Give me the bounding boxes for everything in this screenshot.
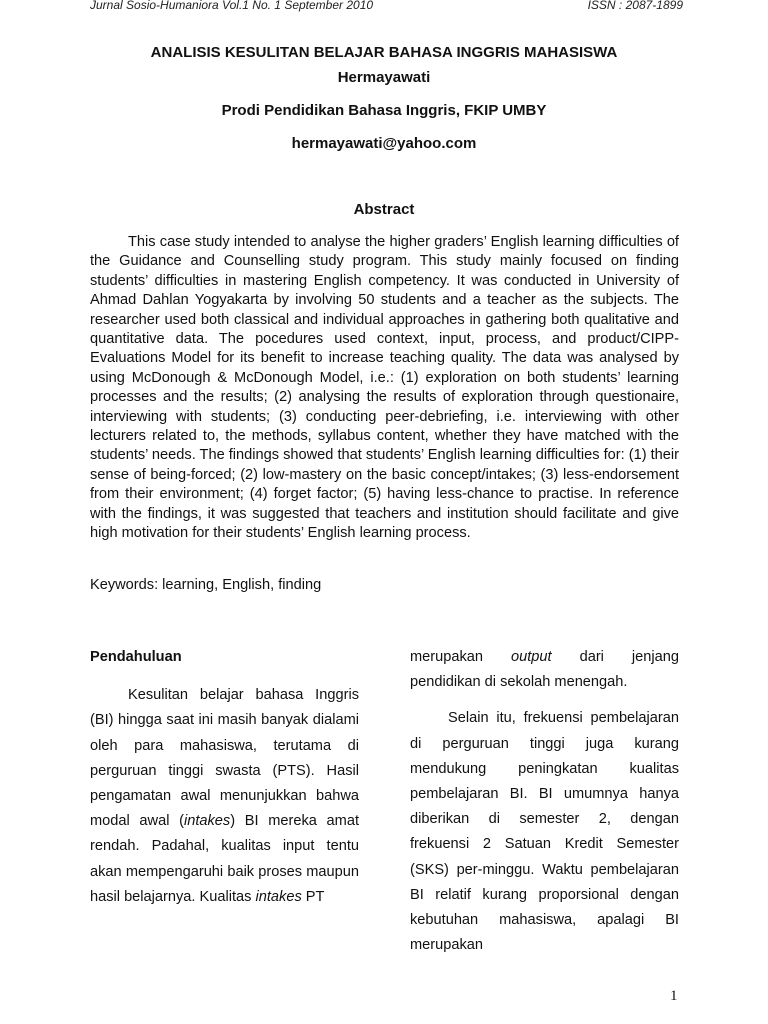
keywords: Keywords: learning, English, finding [90,577,322,593]
left-column [90,645,359,910]
author-email: hermayawati@yahoo.com [291,135,477,152]
paper-title: ANALISIS KESULITAN BELAJAR BAHASA INGGRIS MAHASISWA [150,44,618,61]
page-number: 1 [670,988,678,1004]
issn-header: ISSN : 2087-1899 [587,0,683,12]
author-affiliation: Prodi Pendidikan Bahasa Inggris, FKIP UMBY [221,102,547,119]
right-column [410,645,679,958]
intro-paragraph: Kesulitan belajar bahasa Inggris (BI) hingga saat ini masih banyak dialami oleh para mahasiswa, terutama di perguruan tinggi swasta (PTS). Hasil pengamatan awal menunjukkan bahwa modal awal (intakes) BI mereka amat rendah. Padahal, kualitas input tentu akan mempengaruhi baik proses maupun hasil belajarnya. Kualitas intakes PT [90,687,359,905]
abstract-text: This case study intended to analyse the higher graders’ English learning difficulties of the Guidance and Counselling study program. This study mainly focused on finding students’ difficulties in mastering English competency. It was conducted in University of Ahmad Dahlan Yogyakarta by involving 50 students and a teacher as the subjects. The researcher used both classical and individual approaches in gathering both qualitative and quantitative data. The pocedures used context, input, process, and product/CIPP-Evaluations Model for its benefit to increase teaching quality. The data was analysed by using McDonough & McDonough Model, i.e.: (1) exploration on both students’ learning processes and the results; (2) analysing the results of exploration through questionaire, interviewing with students; (3) conducting peer-debriefing, i.e. interviewing with other lecturers related to, the methods, syllabus content, whether they have matched with the students’ needs. The findings showed that students’ English learning difficulties for: (1) their sense of being-forced; (2) low-mastery on the basic concept/intakes; (3) less-endorsement from their environment; (4) forget factor; (5) having less-chance to practise. In reference with the findings, it was suggested that teachers and institution should facilitate and give high motivation for their students’ English learning process. [90,234,679,542]
section-heading: Pendahuluan [90,649,182,665]
frequency-paragraph: Selain itu, frekuensi pembelajaran di perguruan tinggi juga kurang mendukung peningkatan kualitas pembelajaran BI. BI umumnya hanya diberikan di semester 2, dengan frekuensi 2 Satuan Kredit Semester (SKS) per-minggu. Waktu pembelajaran BI relatif kurang proporsional dengan kebutuhan mahasiswa, apalagi BI merupakan [410,710,679,954]
author-name: Hermayawati [337,69,431,86]
continued-paragraph: merupakan output dari jenjang pendidikan di sekolah menengah. [410,649,679,691]
journal-header: Jurnal Sosio-Humaniora Vol.1 No. 1 September 2010 [90,0,374,12]
abstract-heading: Abstract [353,201,415,218]
